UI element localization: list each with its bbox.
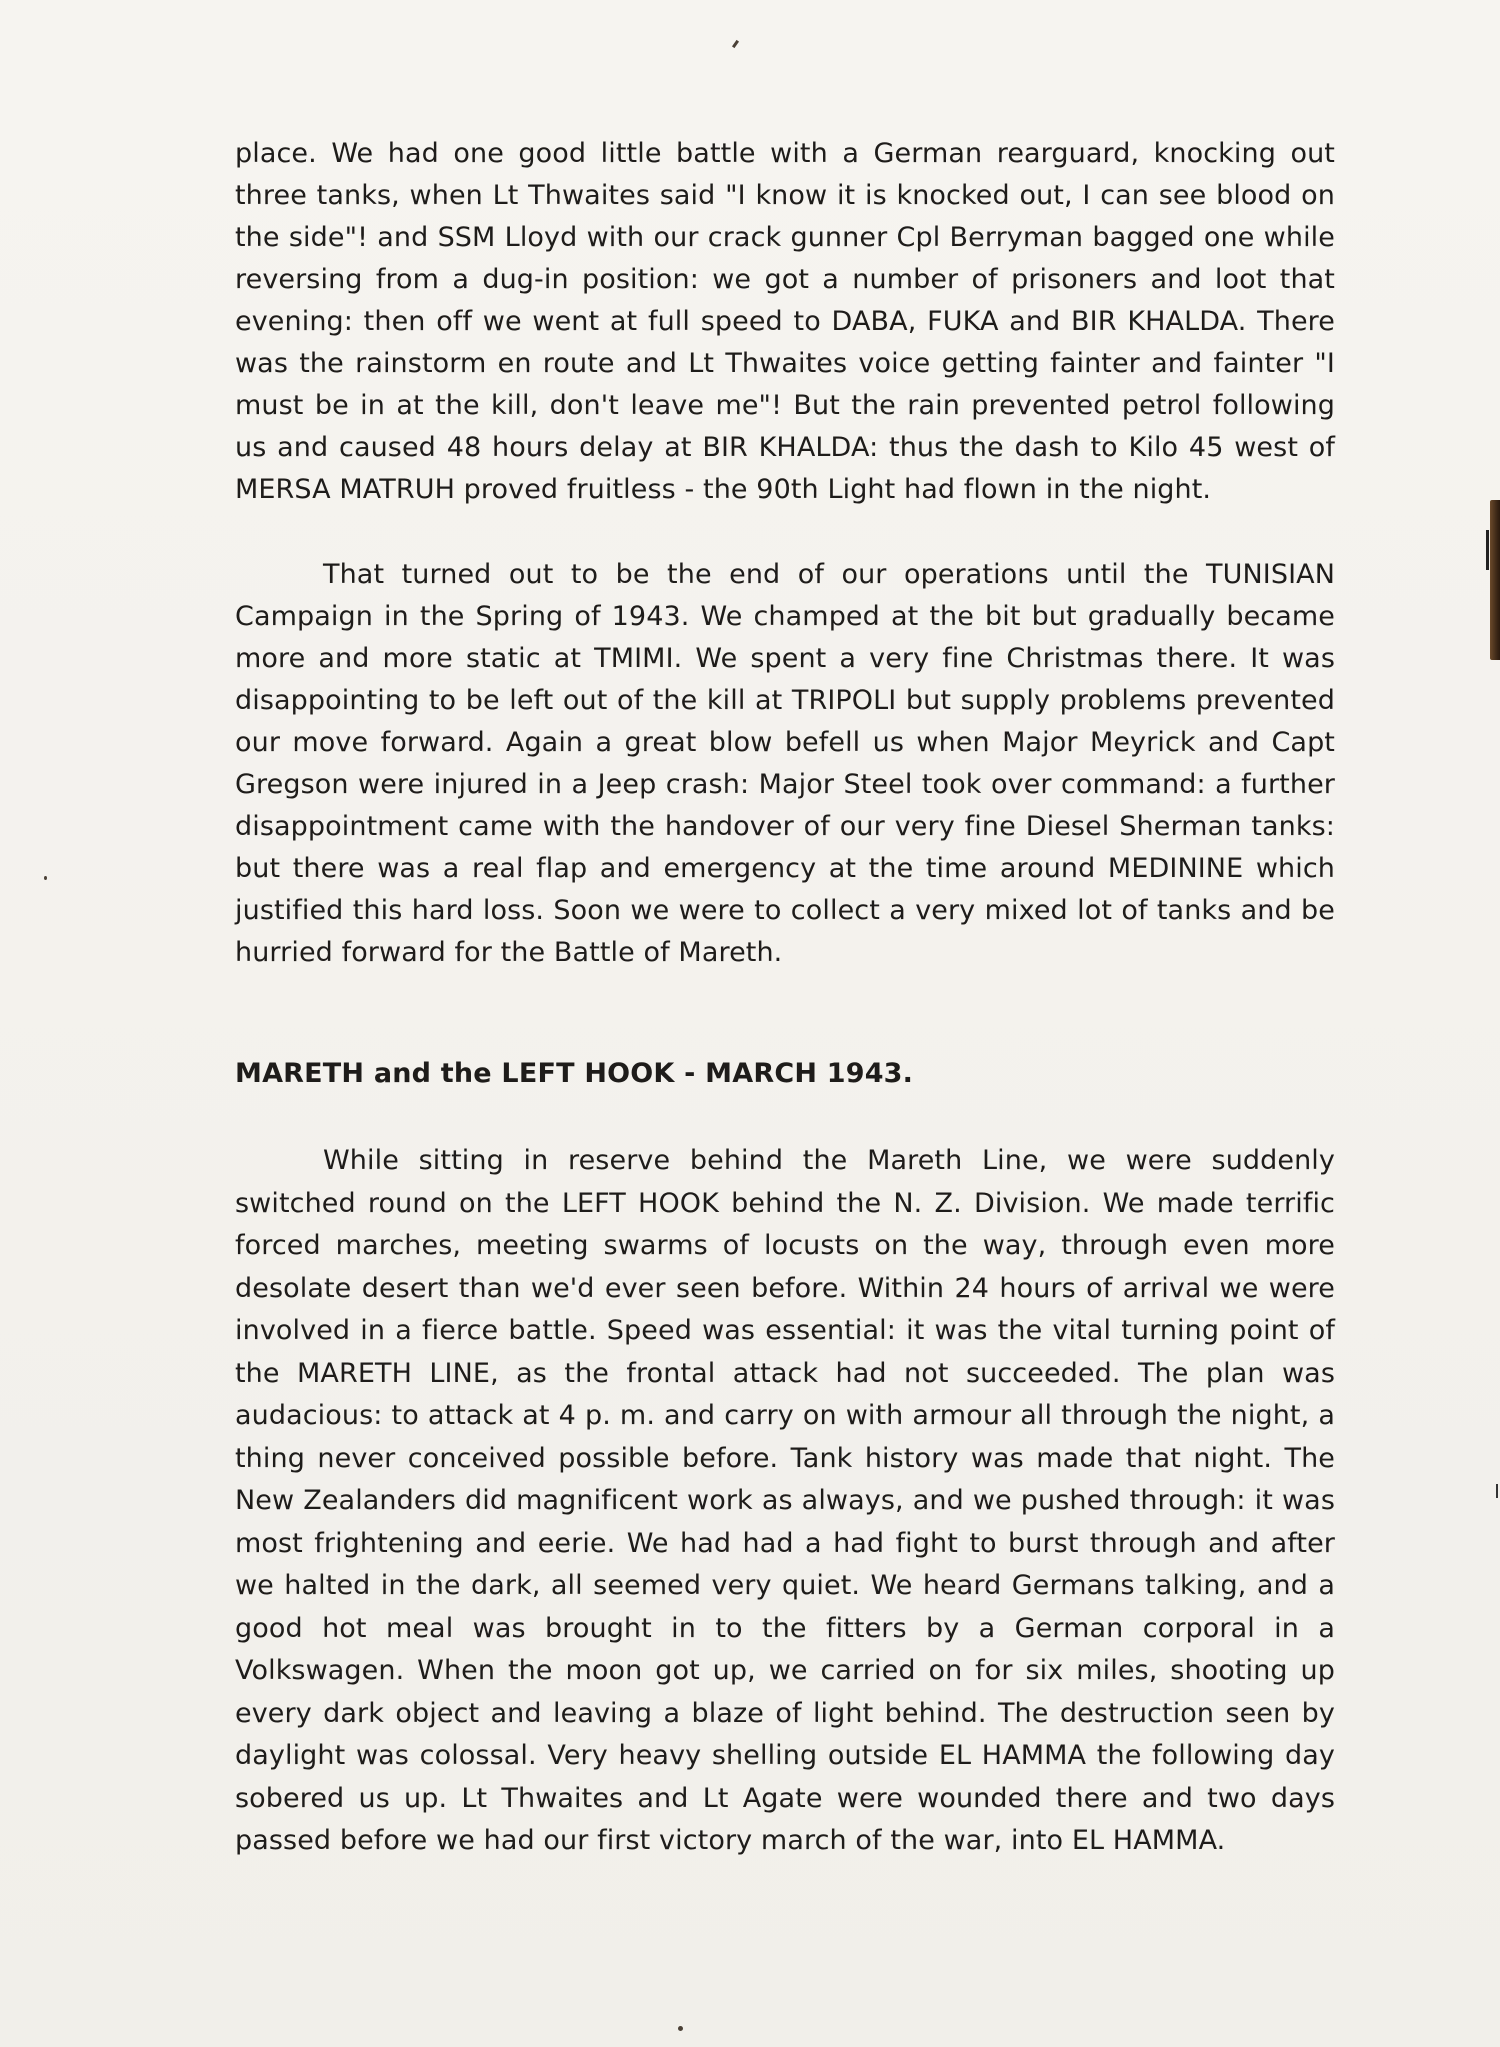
paragraph: That turned out to be the end of our operations until the TUNISIAN Campaign in the Spring of 1943. We champed at the bit but gradually became more and more static at TMIMI. We spent a very fine Christmas there. It was disappointing to be left out of the kill at TRIPOLI but supply problems prevented our move forward. Again a great blow befell us when Major Meyrick and Capt Gregson were injured in a Jeep crash: Major Steel took over command: a further disappointment came with the handover of our very fine Diesel Sherman tanks: but there was a real flap and emergency at the time around MEDININE which justified this hard loss. Soon we were to collect a very mixed lot of tanks and be hurried forward for the Battle of Mareth. <box>235 559 1335 968</box>
ink-speck <box>678 2026 683 2031</box>
text-block-mareth <box>235 1140 1335 1863</box>
paragraph: While sitting in reserve behind the Mareth Line, we were suddenly switched round on the LEFT HOOK behind the N. Z. Division. We made terrific forced marches, meeting swarms of locusts on the way, through even more desolate desert than we'd ever seen before. Within 24 hours of arrival we were involved in a fierce battle. Speed was essential: it was the vital turning point of the MARETH LINE, as the frontal attack had not succeeded. The plan was audacious: to attack at 4 p. m. and carry on with armour all through the night, a thing never conceived possible before. Tank history was made that night. The New Zealanders did magnificent work as always, and we pushed through: it was most frightening and eerie. We had had a had fight to burst through and after we halted in the dark, all seemed very quiet. We heard Germans talking, and a good hot meal was brought in to the fitters by a German corporal in a Volkswagen. When the moon got up, we carried on for six miles, shooting up every dark object and leaving a blaze of light behind. The destruction seen by daylight was colossal. Very heavy shelling outside EL HAMMA the following day sobered us up. Lt Thwaites and Lt Agate were wounded there and two days passed before we had our first victory march of the war, into EL HAMMA. <box>235 1145 1335 1856</box>
ink-speck <box>44 876 47 880</box>
binding-edge-stain <box>1490 500 1500 660</box>
binding-edge-tick <box>1486 530 1489 570</box>
ink-speck <box>732 40 739 48</box>
text-block-continuation <box>235 133 1335 511</box>
paragraph: place. We had one good little battle with a German rearguard, knocking out three tanks, when Lt Thwaites said "I know it is knocked out, I can see blood on the side"! and SSM Lloyd with our crack gunner Cpl Berryman bagged one while reversing from a dug-in position: we got a number of prisoners and loot that evening: then off we went at full speed to DABA, FUKA and BIR KHALDA. There was the rainstorm en route and Lt Thwaites voice getting fainter and fainter "I must be in at the kill, don't leave me"! But the rain prevented petrol following us and caused 48 hours delay at BIR KHALDA: thus the dash to Kilo 45 west of MERSA MATRUH proved fruitless - the 90th Light had flown in the night. <box>235 138 1335 505</box>
ink-speck <box>1496 1484 1498 1498</box>
text-block-tunisian-campaign <box>235 554 1335 974</box>
section-heading: MARETH and the LEFT HOOK - MARCH 1943. <box>235 1058 914 1089</box>
